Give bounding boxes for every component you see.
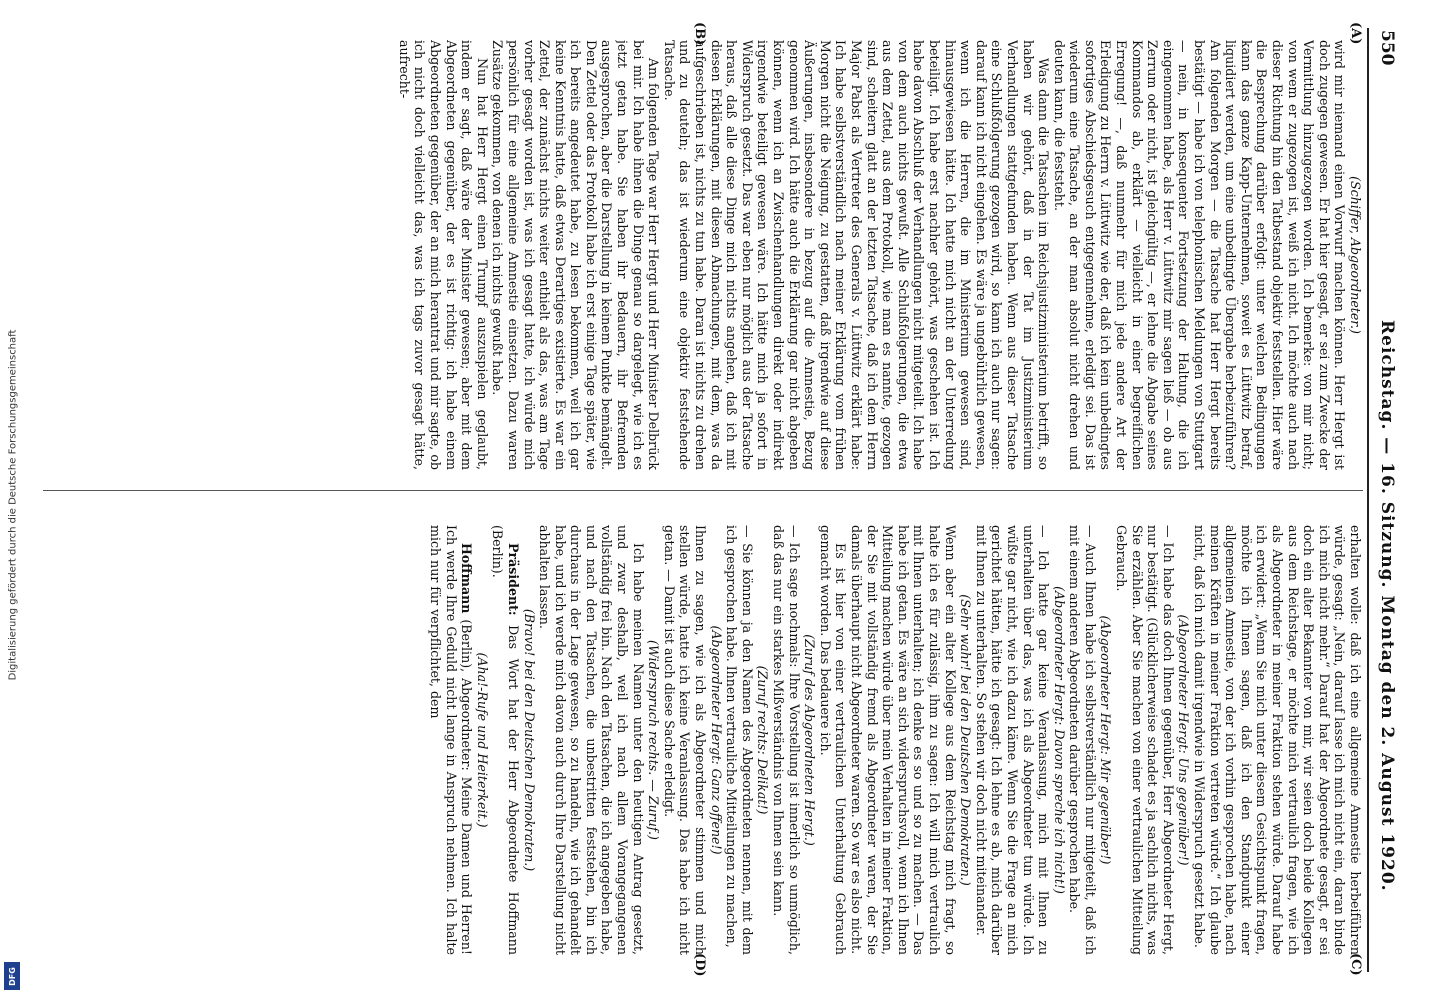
interjection bbox=[521, 525, 537, 955]
page-header bbox=[1371, 20, 1399, 980]
dfg-logo-text: DFG bbox=[7, 966, 17, 986]
paragraph-text: Was dann die Tatsachen im Reichsjustizministerium betrifft, so haben wir gehört, daß in der Tat im Justizministerium Verhandlungen stattgefunden haben. Wenn aus dieser Tatsache eine Schlußfolgerung gezogen wird, so kann ich auch nur sagen: darauf kann ich nicht eingehen. Es wäre ja ungebührlich gewesen, wenn ich die Herren, die im Ministerium gewesen sind, hinausgewiesen hätte. Ich hatte mich nicht an der Unterredung beteiligt. Ich habe erst nachher gehört, was geschehen ist. Ich habe davon Abschluß der Verhandlungen nicht mitgeteilt. Ich habe von dem auch nichts gewußt. Alle Schlußfolgerungen, die etwa aus dem Zettel, aus dem Protokoll, wie man es nannte, gezogen sind, scheitern glatt an der letzten Tatsache, daß ich dem Herrn Major Pabst als Vertreter des Generals v. Lüttwitz erklärt habe: Ich habe selbstverständlich nach meiner Erklärung vom frühen Morgen nicht die Neigung, zu gestatten, daß irgendwie auf diese Äußerungen, insbesondere in bezug auf die Amnestie, Bezug genommen wird. Ich hätte auch die Erklärung gar nicht abgeben können, wenn ich an Zwischenhandlungen direkt oder indirekt irgendwie beteiligt gewesen wäre. Ich hätte mich ja sofort in Widerspruch gesetzt. Das war eben nur möglich aus der Tatsache heraus, daß alle diese Dinge mich nichts angehen, daß ich mit diesen Erklärungen, mit diesen Abmachungen, mit dem, was da aufgeschrieben ist, nichts zu tun habe. Daran ist nichts zu drehen und zu deuteln; das ist wiederum eine objektiv feststehende Tatsache. bbox=[661, 40, 1052, 470]
paragraph-text: — Ich habe das doch Ihnen gegenüber, Herr Abgeordneter Hergt, nur bestätigt. (Glücklicherweise schadet es ja sachlich nichts, was Sie erzählen. Aber Sie machen von einer vertraulichen Mitteilung Gebrauch. bbox=[1114, 525, 1176, 955]
paragraph-text: — Ich hatte gar keine Veranlassung, mich mit Ihnen zu unterhalten über das, was ich als Abgeordneter tun würde. Ich wüßte gar nicht, wie ich dazu käme. Wenn Sie die Frage an mich gerichtet hätten, hätte ich gesagt: Ich lehne es ab, mich darüber mit Ihnen zu unterhalten. So stehen wir doch nicht miteinander. bbox=[973, 525, 1052, 955]
paragraph bbox=[537, 525, 646, 955]
interjection bbox=[646, 525, 662, 955]
paragraph-text: Ihnen zu sagen, wie ich als Abgeordneter stimmen und mich stellen würde, hatte ich keine Veranlassung. Das habe ich nicht getan. — Damit ist auch diese Sache erledigt. bbox=[661, 525, 709, 955]
dfg-logo bbox=[4, 962, 20, 990]
page-header-title: Reichstag. — 16. Sitzung. Montag den 2. August 1920. bbox=[1377, 320, 1397, 892]
interjection bbox=[474, 525, 490, 955]
paragraph bbox=[1067, 525, 1098, 955]
margin-marker-b: (B) bbox=[692, 22, 707, 46]
paragraph-text: (Abgeordneter Hergt: Ganz offene!) bbox=[708, 625, 724, 855]
speaker-name: Hoffmann bbox=[459, 543, 475, 614]
paragraph-text: (Berlin), Abgeordneter: Meine Damen und Herren! Ich werde Ihre Geduld nicht lange in Anspruch nehmen. Ich halte mich nur für verpflichtet, dem bbox=[427, 525, 475, 955]
paragraph-text: — Ich sage nochmals: Ihre Vorstellung ist innerlich so unmöglich, daß das nur ein starkes Mißverständnis von Ihnen sein kann. bbox=[771, 525, 802, 955]
interjection bbox=[1051, 525, 1067, 955]
paragraph bbox=[661, 40, 1051, 470]
interjection bbox=[958, 525, 974, 955]
paragraph-text: (Zuruf rechts: Delikat!) bbox=[755, 665, 771, 815]
header-rule bbox=[1367, 28, 1369, 972]
paragraph-text: (Schiffer, Abgeordneter.) bbox=[1348, 176, 1363, 334]
paragraph-text: (Abgeordneter Hergt: Uns gegenüber!) bbox=[1176, 614, 1192, 866]
paragraph-text: Das Wort hat der Herr Abgeordnete Hoffmann (Berlin). bbox=[490, 525, 521, 955]
paragraph-text: — Sie können ja den Namen des Abgeordneten nennen, mit dem ich gesprochen habe. Ihnen vertrauliche Mitteilungen zu machen, bbox=[724, 525, 755, 955]
paragraph-text: — Auch Ihnen habe ich selbstverständlich nur mitgeteilt, daß ich mit einem anderen Abgeordneten darüber gesprochen habe. bbox=[1067, 525, 1098, 955]
paragraph bbox=[427, 525, 474, 955]
paragraph-text: Ich habe meinen Namen unter den heutigen Antrag gesetzt, und zwar deshalb, weil ich nach allem Vorangegangenen vollständig frei bin. Nach den Tatsachen, die ich angegeben habe, und nach den Tatsachen, die unbestritten feststehen, bin ich durchaus in der Lage gewesen, so zu handeln, wie ich gehandelt habe, und ich werde mich davon auch durch Ihre Darstellung nicht abhalten lassen. bbox=[537, 525, 646, 955]
paragraph bbox=[1051, 40, 1347, 470]
footer-text: Digitalisierung gefördert durch die Deutsche Forschungsgemeinschaft bbox=[7, 329, 19, 681]
paragraph-text: Wenn aber ein alter Kollege aus dem Reichstag mich fragt, so halte ich es für zulässig, ihm zu sagen: Ich will mich vertraulich mit Ihnen unterhalten; ich denke es so und so zu machen. — Das habe ich getan. Es wäre an sich widerspruchsvoll, wenn ich Ihnen Mitteilung machen würde über mein Verhalten in meiner Fraktion, der Sie mit vollständig fremd als Abgeordneter waren, der Sie damals überhaupt nicht Abgeordneter waren. So war es also nicht. bbox=[849, 525, 958, 955]
paragraph-text: (Sehr wahr! bei den Deutschen Demokraten.) bbox=[958, 594, 974, 886]
paragraph-text: erhalten wolle: daß ich eine allgemeine Amnestie herbeiführen würde, gesagt: „Nein, darauf lasse ich mich nicht ein, daran binde ich mich nicht mehr.“ Darauf hat der Abgeordnete gesagt, er sei doch ein alter Bekannter von mir, wir seien doch beide Kollegen aus dem Reichstage, er möchte mich vertraulich fragen, wie ich als Abgeordneter in meiner Fraktion stehen würde. Darauf habe ich erwidert: „Wenn Sie mich unter diesem Gesichtspunkt fragen, möchte ich Ihnen sagen, daß ich den Standpunkt einer allgemeinen Amnestie, von der ich vorhin gesprochen habe, nach meinen Kräften in meiner Fraktion vertreten würde.“ Ich glaube nicht, daß ich mich damit irgendwie in Widerspruch gesetzt habe. bbox=[1192, 525, 1363, 955]
paragraph-text: (Abgeordneter Hergt: Davon spreche ich nicht!) bbox=[1051, 586, 1067, 894]
paragraph bbox=[724, 525, 755, 955]
paragraph-text: Nun hat Herr Hergt einen Trumpf auszuspielen geglaubt, indem er sagt, daß wäre der Minister gewesen; aber mit dem Abgeordneten gegenüber, der es ist richtig: ich habe einem Abgeordneten gegenüber, der an mich herantrat und mir sagte, ob ich nicht doch vielleicht das, was ich tags zuvor gesagt hätte, aufrecht- bbox=[396, 40, 490, 470]
scanned-page bbox=[27, 20, 1407, 980]
paragraph bbox=[848, 525, 957, 955]
interjection bbox=[708, 525, 724, 955]
paragraph-text: (Bravo! bei den Deutschen Demokraten.) bbox=[521, 608, 537, 872]
paragraph-text: (Zuruf des Abgeordneten Hergt.) bbox=[802, 634, 818, 846]
paragraph-text: (Abgeordneter Hergt: Mir gegenüber!) bbox=[1098, 615, 1114, 865]
margin-marker-d: (D) bbox=[692, 953, 707, 977]
paragraph-text: (Aha!-Rufe und Heiterkeit.) bbox=[474, 652, 490, 828]
right-column bbox=[43, 525, 1363, 955]
interjection bbox=[755, 525, 771, 955]
footer-credit bbox=[1, 10, 25, 1000]
paragraph bbox=[490, 40, 662, 470]
paragraph bbox=[396, 40, 490, 470]
column-divider bbox=[43, 490, 1363, 491]
paragraph bbox=[661, 525, 708, 955]
paragraph bbox=[1191, 525, 1363, 955]
paragraph bbox=[770, 525, 801, 955]
paragraph bbox=[817, 525, 848, 955]
interjection bbox=[1176, 525, 1192, 955]
margin-marker-c: (C) bbox=[1348, 953, 1363, 976]
speaker-name: Präsident: bbox=[505, 543, 521, 616]
paragraph-text: wird mir niemand einen Vorwurf machen können. Herr Hergt ist doch zugegen gewesen. Er hat hier gesagt, er sei zum Zwecke der Vermittlung hinzugezogen worden. Ich bemerke: von mir nicht; von wem er zugezogen ist, weiß ich nicht. Ich möchte auch nach dieser Richtung hin den Tatbestand objektiv feststellen. Hier wäre die Besprechung darüber erfolgt: unter welchen Bedingungen kann das ganze Kapp-Unternehmen, soweit es Lüttwitz betraf, liquidiert werden, um eine unbedingte Übergabe herbeizuführen? Am folgenden Morgen — die Tatsache hat Herr Hergt bereits bestätigt — habe ich von telephonischen Meldungen von Stuttgart — nein, in konsequenter Fortsetzung der Haltung, die ich eingenommen habe, als Herr v. Lüttwitz mir sagen ließ — ob aus Zerrum oder nicht, ist gleichgültig —, er lehne die Abgabe seines Kommandos ab, erklärt — vielleicht in einer begreiflichen Erregung! —, daß nunmehr für mich jede andere Art der Erledigung zu Herrn v. Lüttwitz wie der, daß ich kein unbedingtes sofortiges Abschiedsgesuch entgegennehme, erledigt sei. Das ist wiederum eine Tatsache, an der man absolut nicht drehen und deuten kann, die feststeht. bbox=[1051, 40, 1348, 470]
paragraph-text: Es ist hier von einer vertraulichen Unterhaltung Gebrauch gemacht worden. Das bedauere ich. bbox=[817, 525, 849, 955]
margin-marker-a: (A) bbox=[1348, 22, 1363, 45]
interjection bbox=[1347, 40, 1363, 470]
paragraph-text: Am folgenden Tage war Herr Hergt und Herr Minister Delbrück bei mir. Ich habe ihnen die Dinge genau so dargelegt, wie ich es jetzt getan habe. Sie haben ihr Bedauern, ihr Befremden ausgesprochen, aber die Darstellung in keinem Punkte bemängelt. Den Zettel oder das Protokoll habe ich erst einige Tage später, wie ich bereits angedeutet habe, zu lesen bekommen, weil ich gar keine Kenntnis hatte, daß etwas Derartiges existierte. Es war ein Zettel, der zunächst nichts weiter enthielt als das, was am Tage vorher gesagt worden ist, was ich gesagt hatte, ich würde mich persönlich für eine allgemeine Amnestie einsetzen. Dazu waren Zusätze gekommen, von denen ich nichts gewußt habe. bbox=[490, 40, 662, 470]
paragraph bbox=[973, 525, 1051, 955]
interjection bbox=[802, 525, 818, 955]
page-number: 550 bbox=[1377, 30, 1397, 66]
paragraph bbox=[1114, 525, 1176, 955]
interjection bbox=[1098, 525, 1114, 955]
left-column bbox=[43, 40, 1363, 470]
paragraph bbox=[490, 525, 521, 955]
paragraph-text: (Widerspruch rechts. — Zuruf.) bbox=[646, 640, 662, 840]
